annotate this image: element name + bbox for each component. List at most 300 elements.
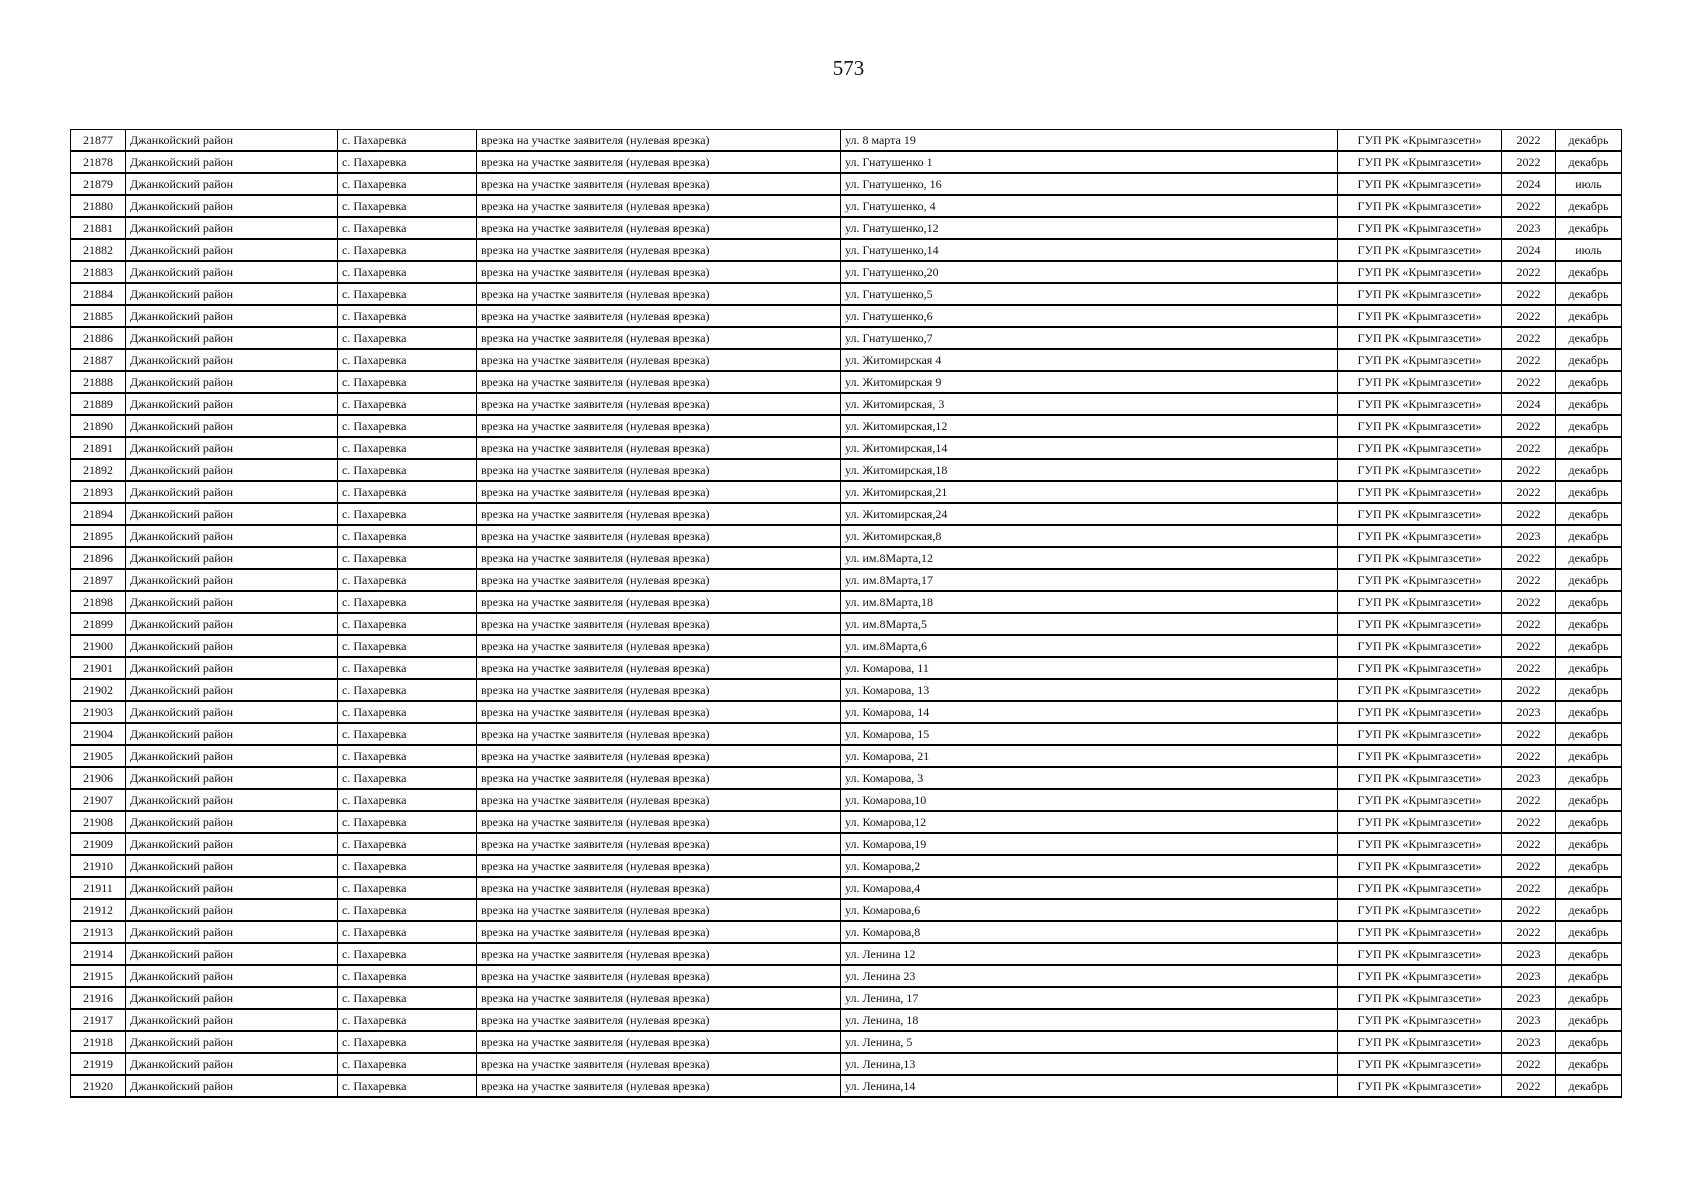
cell-settlement: с. Пахаревка: [338, 481, 477, 503]
cell-settlement: с. Пахаревка: [338, 679, 477, 701]
cell-settlement: с. Пахаревка: [338, 613, 477, 635]
cell-work-type: врезка на участке заявителя (нулевая врезка): [477, 1009, 841, 1031]
table-row: [71, 459, 1622, 481]
cell-address: ул. Гнатушенко 1: [841, 151, 1338, 173]
table-row: [71, 239, 1622, 261]
cell-address: ул. Комарова, 21: [841, 745, 1338, 767]
cell-district: Джанкойский район: [126, 151, 338, 173]
cell-district: Джанкойский район: [126, 635, 338, 657]
cell-district: Джанкойский район: [126, 173, 338, 195]
cell-address: ул. Комарова, 15: [841, 723, 1338, 745]
cell-organization: ГУП РК «Крымгазсети»: [1338, 943, 1502, 965]
cell-organization: ГУП РК «Крымгазсети»: [1338, 723, 1502, 745]
table-row: [71, 855, 1622, 877]
cell-work-type: врезка на участке заявителя (нулевая врезка): [477, 899, 841, 921]
cell-year: 2023: [1502, 701, 1556, 723]
cell-number: 21880: [71, 195, 126, 217]
cell-organization: ГУП РК «Крымгазсети»: [1338, 965, 1502, 987]
cell-organization: ГУП РК «Крымгазсети»: [1338, 503, 1502, 525]
cell-settlement: с. Пахаревка: [338, 701, 477, 723]
page-number: 573: [832, 56, 865, 80]
cell-address: ул. Ленина, 17: [841, 987, 1338, 1009]
cell-district: Джанкойский район: [126, 547, 338, 569]
cell-number: 21901: [71, 657, 126, 679]
cell-year: 2022: [1502, 833, 1556, 855]
cell-month: декабрь: [1556, 525, 1622, 547]
cell-number: 21919: [71, 1053, 126, 1075]
cell-number: 21893: [71, 481, 126, 503]
cell-district: Джанкойский район: [126, 811, 338, 833]
cell-number: 21906: [71, 767, 126, 789]
cell-settlement: с. Пахаревка: [338, 217, 477, 239]
table-row: [71, 1075, 1622, 1097]
cell-number: 21897: [71, 569, 126, 591]
cell-year: 2022: [1502, 305, 1556, 327]
cell-number: 21918: [71, 1031, 126, 1053]
cell-number: 21904: [71, 723, 126, 745]
table-row: [71, 833, 1622, 855]
cell-organization: ГУП РК «Крымгазсети»: [1338, 547, 1502, 569]
cell-number: 21895: [71, 525, 126, 547]
cell-work-type: врезка на участке заявителя (нулевая врезка): [477, 833, 841, 855]
cell-settlement: с. Пахаревка: [338, 877, 477, 899]
cell-organization: ГУП РК «Крымгазсети»: [1338, 789, 1502, 811]
table-row: [71, 767, 1622, 789]
cell-month: декабрь: [1556, 503, 1622, 525]
cell-year: 2022: [1502, 811, 1556, 833]
cell-address: ул. им.8Марта,12: [841, 547, 1338, 569]
cell-month: декабрь: [1556, 679, 1622, 701]
cell-organization: ГУП РК «Крымгазсети»: [1338, 745, 1502, 767]
table-row: [71, 327, 1622, 349]
cell-number: 21903: [71, 701, 126, 723]
table-row: [71, 525, 1622, 547]
cell-year: 2022: [1502, 657, 1556, 679]
cell-year: 2023: [1502, 965, 1556, 987]
cell-organization: ГУП РК «Крымгазсети»: [1338, 635, 1502, 657]
cell-organization: ГУП РК «Крымгазсети»: [1338, 1053, 1502, 1075]
table-row: [71, 635, 1622, 657]
cell-district: Джанкойский район: [126, 1075, 338, 1097]
table-row: [71, 503, 1622, 525]
cell-address: ул. Житомирская,8: [841, 525, 1338, 547]
cell-month: декабрь: [1556, 591, 1622, 613]
cell-organization: ГУП РК «Крымгазсети»: [1338, 151, 1502, 173]
cell-settlement: с. Пахаревка: [338, 195, 477, 217]
cell-district: Джанкойский район: [126, 943, 338, 965]
cell-address: ул. Житомирская,12: [841, 415, 1338, 437]
cell-month: декабрь: [1556, 1075, 1622, 1097]
cell-number: 21900: [71, 635, 126, 657]
cell-work-type: врезка на участке заявителя (нулевая врезка): [477, 481, 841, 503]
cell-address: ул. Комарова, 11: [841, 657, 1338, 679]
cell-month: декабрь: [1556, 459, 1622, 481]
cell-settlement: с. Пахаревка: [338, 1031, 477, 1053]
cell-year: 2023: [1502, 767, 1556, 789]
cell-district: Джанкойский район: [126, 503, 338, 525]
cell-district: Джанкойский район: [126, 921, 338, 943]
cell-number: 21890: [71, 415, 126, 437]
cell-settlement: с. Пахаревка: [338, 635, 477, 657]
table-row: [71, 151, 1622, 173]
cell-number: 21877: [71, 130, 126, 152]
table-row: [71, 723, 1622, 745]
cell-district: Джанкойский район: [126, 613, 338, 635]
table-row: [71, 613, 1622, 635]
cell-work-type: врезка на участке заявителя (нулевая врезка): [477, 525, 841, 547]
cell-organization: ГУП РК «Крымгазсети»: [1338, 173, 1502, 195]
cell-district: Джанкойский район: [126, 239, 338, 261]
cell-address: ул. Гнатушенко,20: [841, 261, 1338, 283]
cell-work-type: врезка на участке заявителя (нулевая врезка): [477, 635, 841, 657]
cell-year: 2023: [1502, 943, 1556, 965]
cell-district: Джанкойский район: [126, 327, 338, 349]
cell-work-type: врезка на участке заявителя (нулевая врезка): [477, 767, 841, 789]
cell-district: Джанкойский район: [126, 283, 338, 305]
cell-settlement: с. Пахаревка: [338, 371, 477, 393]
cell-year: 2023: [1502, 1009, 1556, 1031]
cell-address: ул. Ленина 23: [841, 965, 1338, 987]
cell-work-type: врезка на участке заявителя (нулевая врезка): [477, 239, 841, 261]
cell-address: ул. Гнатушенко,6: [841, 305, 1338, 327]
cell-work-type: врезка на участке заявителя (нулевая врезка): [477, 613, 841, 635]
cell-district: Джанкойский район: [126, 371, 338, 393]
table-row: [71, 1009, 1622, 1031]
cell-year: 2022: [1502, 855, 1556, 877]
cell-year: 2022: [1502, 195, 1556, 217]
cell-number: 21887: [71, 349, 126, 371]
table-row: [71, 1031, 1622, 1053]
cell-address: ул. Житомирская, 3: [841, 393, 1338, 415]
cell-district: Джанкойский район: [126, 481, 338, 503]
cell-organization: ГУП РК «Крымгазсети»: [1338, 481, 1502, 503]
cell-organization: ГУП РК «Крымгазсети»: [1338, 1009, 1502, 1031]
cell-year: 2022: [1502, 371, 1556, 393]
cell-district: Джанкойский район: [126, 899, 338, 921]
table-row: [71, 283, 1622, 305]
cell-number: 21882: [71, 239, 126, 261]
table-row: [71, 877, 1622, 899]
cell-work-type: врезка на участке заявителя (нулевая врезка): [477, 415, 841, 437]
cell-number: 21892: [71, 459, 126, 481]
cell-year: 2022: [1502, 459, 1556, 481]
cell-organization: ГУП РК «Крымгазсети»: [1338, 569, 1502, 591]
cell-settlement: с. Пахаревка: [338, 855, 477, 877]
cell-work-type: врезка на участке заявителя (нулевая врезка): [477, 723, 841, 745]
cell-year: 2022: [1502, 547, 1556, 569]
cell-month: декабрь: [1556, 481, 1622, 503]
cell-year: 2022: [1502, 349, 1556, 371]
table-row: [71, 921, 1622, 943]
cell-district: Джанкойский район: [126, 569, 338, 591]
cell-work-type: врезка на участке заявителя (нулевая врезка): [477, 173, 841, 195]
cell-address: ул. Гнатушенко,14: [841, 239, 1338, 261]
cell-month: декабрь: [1556, 855, 1622, 877]
cell-work-type: врезка на участке заявителя (нулевая врезка): [477, 745, 841, 767]
cell-month: декабрь: [1556, 283, 1622, 305]
cell-organization: ГУП РК «Крымгазсети»: [1338, 613, 1502, 635]
cell-address: ул. Житомирская,21: [841, 481, 1338, 503]
cell-address: ул. им.8Марта,18: [841, 591, 1338, 613]
cell-number: 21920: [71, 1075, 126, 1097]
cell-district: Джанкойский район: [126, 855, 338, 877]
cell-month: декабрь: [1556, 371, 1622, 393]
cell-settlement: с. Пахаревка: [338, 261, 477, 283]
cell-district: Джанкойский район: [126, 877, 338, 899]
cell-district: Джанкойский район: [126, 437, 338, 459]
cell-address: ул. им.8Марта,5: [841, 613, 1338, 635]
cell-year: 2022: [1502, 921, 1556, 943]
cell-settlement: с. Пахаревка: [338, 547, 477, 569]
cell-district: Джанкойский район: [126, 349, 338, 371]
cell-month: декабрь: [1556, 130, 1622, 152]
cell-address: ул. Житомирская 9: [841, 371, 1338, 393]
cell-year: 2022: [1502, 130, 1556, 152]
cell-number: 21913: [71, 921, 126, 943]
cell-year: 2022: [1502, 437, 1556, 459]
cell-work-type: врезка на участке заявителя (нулевая врезка): [477, 151, 841, 173]
cell-year: 2022: [1502, 261, 1556, 283]
cell-address: ул. Гнатушенко,12: [841, 217, 1338, 239]
cell-number: 21883: [71, 261, 126, 283]
cell-month: июль: [1556, 239, 1622, 261]
cell-month: декабрь: [1556, 327, 1622, 349]
cell-month: июль: [1556, 173, 1622, 195]
cell-number: 21908: [71, 811, 126, 833]
cell-month: декабрь: [1556, 1031, 1622, 1053]
cell-address: ул. Комарова,12: [841, 811, 1338, 833]
table-row: [71, 569, 1622, 591]
cell-month: декабрь: [1556, 723, 1622, 745]
cell-settlement: с. Пахаревка: [338, 1075, 477, 1097]
cell-number: 21907: [71, 789, 126, 811]
cell-address: ул. Гнатушенко, 16: [841, 173, 1338, 195]
table-row: [71, 393, 1622, 415]
cell-month: декабрь: [1556, 745, 1622, 767]
cell-year: 2022: [1502, 503, 1556, 525]
cell-address: ул. Гнатушенко,5: [841, 283, 1338, 305]
cell-work-type: врезка на участке заявителя (нулевая врезка): [477, 130, 841, 152]
cell-organization: ГУП РК «Крымгазсети»: [1338, 305, 1502, 327]
table-row: [71, 195, 1622, 217]
cell-year: 2022: [1502, 723, 1556, 745]
cell-year: 2024: [1502, 393, 1556, 415]
cell-address: ул. им.8Марта,17: [841, 569, 1338, 591]
cell-organization: ГУП РК «Крымгазсети»: [1338, 701, 1502, 723]
cell-number: 21902: [71, 679, 126, 701]
cell-settlement: с. Пахаревка: [338, 151, 477, 173]
cell-work-type: врезка на участке заявителя (нулевая врезка): [477, 987, 841, 1009]
registry-body: [71, 130, 1622, 1098]
cell-organization: ГУП РК «Крымгазсети»: [1338, 855, 1502, 877]
cell-organization: ГУП РК «Крымгазсети»: [1338, 459, 1502, 481]
cell-organization: ГУП РК «Крымгазсети»: [1338, 767, 1502, 789]
cell-month: декабрь: [1556, 965, 1622, 987]
cell-organization: ГУП РК «Крымгазсети»: [1338, 371, 1502, 393]
cell-address: ул. Комарова,10: [841, 789, 1338, 811]
cell-work-type: врезка на участке заявителя (нулевая врезка): [477, 547, 841, 569]
cell-work-type: врезка на участке заявителя (нулевая врезка): [477, 371, 841, 393]
cell-number: 21884: [71, 283, 126, 305]
cell-district: Джанкойский район: [126, 1009, 338, 1031]
cell-district: Джанкойский район: [126, 525, 338, 547]
cell-district: Джанкойский район: [126, 459, 338, 481]
cell-month: декабрь: [1556, 635, 1622, 657]
cell-address: ул. Житомирская,24: [841, 503, 1338, 525]
cell-work-type: врезка на участке заявителя (нулевая врезка): [477, 459, 841, 481]
cell-month: декабрь: [1556, 657, 1622, 679]
cell-month: декабрь: [1556, 1009, 1622, 1031]
cell-work-type: врезка на участке заявителя (нулевая врезка): [477, 195, 841, 217]
cell-work-type: врезка на участке заявителя (нулевая врезка): [477, 349, 841, 371]
cell-organization: ГУП РК «Крымгазсети»: [1338, 833, 1502, 855]
cell-organization: ГУП РК «Крымгазсети»: [1338, 899, 1502, 921]
table-row: [71, 371, 1622, 393]
cell-number: 21914: [71, 943, 126, 965]
cell-month: декабрь: [1556, 921, 1622, 943]
cell-work-type: врезка на участке заявителя (нулевая врезка): [477, 217, 841, 239]
cell-district: Джанкойский район: [126, 657, 338, 679]
cell-organization: ГУП РК «Крымгазсети»: [1338, 1075, 1502, 1097]
cell-number: 21916: [71, 987, 126, 1009]
cell-district: Джанкойский район: [126, 217, 338, 239]
cell-district: Джанкойский район: [126, 789, 338, 811]
cell-year: 2024: [1502, 173, 1556, 195]
cell-work-type: врезка на участке заявителя (нулевая врезка): [477, 305, 841, 327]
cell-district: Джанкойский район: [126, 679, 338, 701]
table-row: [71, 811, 1622, 833]
cell-number: 21894: [71, 503, 126, 525]
cell-address: ул. им.8Марта,6: [841, 635, 1338, 657]
cell-month: декабрь: [1556, 151, 1622, 173]
cell-year: 2023: [1502, 217, 1556, 239]
cell-settlement: с. Пахаревка: [338, 437, 477, 459]
cell-month: декабрь: [1556, 547, 1622, 569]
cell-district: Джанкойский район: [126, 591, 338, 613]
cell-year: 2022: [1502, 877, 1556, 899]
table-row: [71, 415, 1622, 437]
cell-number: 21891: [71, 437, 126, 459]
cell-year: 2022: [1502, 1053, 1556, 1075]
cell-year: 2022: [1502, 679, 1556, 701]
cell-organization: ГУП РК «Крымгазсети»: [1338, 415, 1502, 437]
cell-work-type: врезка на участке заявителя (нулевая врезка): [477, 855, 841, 877]
cell-work-type: врезка на участке заявителя (нулевая врезка): [477, 591, 841, 613]
cell-address: ул. Ленина,13: [841, 1053, 1338, 1075]
cell-address: ул. Ленина,14: [841, 1075, 1338, 1097]
cell-address: ул. Гнатушенко, 4: [841, 195, 1338, 217]
cell-settlement: с. Пахаревка: [338, 173, 477, 195]
cell-year: 2022: [1502, 569, 1556, 591]
cell-work-type: врезка на участке заявителя (нулевая врезка): [477, 701, 841, 723]
cell-year: 2022: [1502, 899, 1556, 921]
cell-month: декабрь: [1556, 899, 1622, 921]
cell-settlement: с. Пахаревка: [338, 1053, 477, 1075]
registry-table: [70, 129, 1622, 1098]
cell-work-type: врезка на участке заявителя (нулевая врезка): [477, 1031, 841, 1053]
cell-organization: ГУП РК «Крымгазсети»: [1338, 130, 1502, 152]
cell-organization: ГУП РК «Крымгазсети»: [1338, 217, 1502, 239]
table-row: [71, 899, 1622, 921]
cell-work-type: врезка на участке заявителя (нулевая врезка): [477, 679, 841, 701]
cell-number: 21905: [71, 745, 126, 767]
cell-year: 2023: [1502, 987, 1556, 1009]
cell-work-type: врезка на участке заявителя (нулевая врезка): [477, 327, 841, 349]
cell-month: декабрь: [1556, 613, 1622, 635]
cell-work-type: врезка на участке заявителя (нулевая врезка): [477, 657, 841, 679]
cell-district: Джанкойский район: [126, 723, 338, 745]
cell-number: 21899: [71, 613, 126, 635]
cell-work-type: врезка на участке заявителя (нулевая врезка): [477, 261, 841, 283]
cell-settlement: с. Пахаревка: [338, 723, 477, 745]
cell-address: ул. Ленина 12: [841, 943, 1338, 965]
cell-district: Джанкойский район: [126, 305, 338, 327]
cell-month: декабрь: [1556, 811, 1622, 833]
cell-address: ул. 8 марта 19: [841, 130, 1338, 152]
table-row: [71, 657, 1622, 679]
cell-month: декабрь: [1556, 789, 1622, 811]
cell-settlement: с. Пахаревка: [338, 1009, 477, 1031]
cell-address: ул. Ленина, 18: [841, 1009, 1338, 1031]
cell-number: 21917: [71, 1009, 126, 1031]
cell-address: ул. Ленина, 5: [841, 1031, 1338, 1053]
cell-settlement: с. Пахаревка: [338, 591, 477, 613]
cell-work-type: врезка на участке заявителя (нулевая врезка): [477, 283, 841, 305]
table-row: [71, 217, 1622, 239]
cell-district: Джанкойский район: [126, 415, 338, 437]
cell-year: 2022: [1502, 415, 1556, 437]
cell-address: ул. Житомирская 4: [841, 349, 1338, 371]
table-row: [71, 789, 1622, 811]
cell-district: Джанкойский район: [126, 130, 338, 152]
cell-settlement: с. Пахаревка: [338, 899, 477, 921]
table-row: [71, 987, 1622, 1009]
cell-number: 21888: [71, 371, 126, 393]
cell-organization: ГУП РК «Крымгазсети»: [1338, 283, 1502, 305]
cell-settlement: с. Пахаревка: [338, 525, 477, 547]
cell-organization: ГУП РК «Крымгазсети»: [1338, 393, 1502, 415]
cell-settlement: с. Пахаревка: [338, 745, 477, 767]
cell-year: 2022: [1502, 327, 1556, 349]
table-row: [71, 701, 1622, 723]
cell-month: декабрь: [1556, 261, 1622, 283]
cell-address: ул. Комарова,2: [841, 855, 1338, 877]
cell-district: Джанкойский район: [126, 261, 338, 283]
cell-district: Джанкойский район: [126, 1031, 338, 1053]
cell-organization: ГУП РК «Крымгазсети»: [1338, 349, 1502, 371]
cell-settlement: с. Пахаревка: [338, 239, 477, 261]
cell-work-type: врезка на участке заявителя (нулевая врезка): [477, 811, 841, 833]
cell-district: Джанкойский район: [126, 195, 338, 217]
cell-district: Джанкойский район: [126, 1053, 338, 1075]
cell-settlement: с. Пахаревка: [338, 767, 477, 789]
cell-number: 21886: [71, 327, 126, 349]
cell-organization: ГУП РК «Крымгазсети»: [1338, 261, 1502, 283]
cell-address: ул. Комарова,8: [841, 921, 1338, 943]
cell-settlement: с. Пахаревка: [338, 943, 477, 965]
cell-year: 2023: [1502, 525, 1556, 547]
cell-settlement: с. Пахаревка: [338, 789, 477, 811]
cell-number: 21911: [71, 877, 126, 899]
cell-settlement: с. Пахаревка: [338, 811, 477, 833]
cell-settlement: с. Пахаревка: [338, 987, 477, 1009]
cell-month: декабрь: [1556, 437, 1622, 459]
cell-number: 21896: [71, 547, 126, 569]
cell-settlement: с. Пахаревка: [338, 965, 477, 987]
table-row: [71, 547, 1622, 569]
cell-month: декабрь: [1556, 877, 1622, 899]
cell-address: ул. Гнатушенко,7: [841, 327, 1338, 349]
